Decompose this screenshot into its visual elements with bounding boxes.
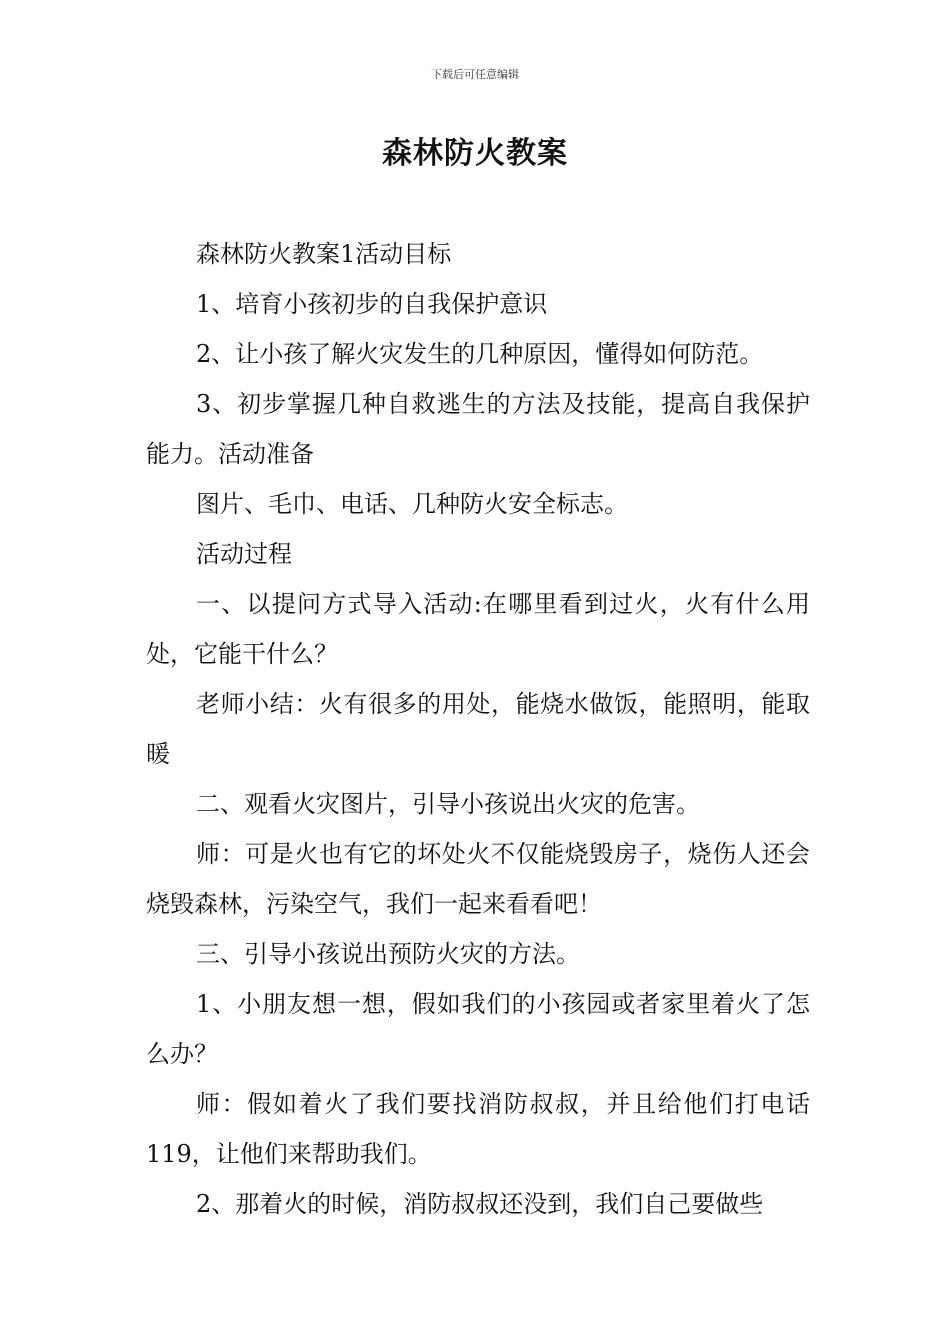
- paragraph: 1、培育小孩初步的自我保护意识: [196, 290, 548, 318]
- paragraph: 一、以提问方式导入活动:在哪里看到过火，火有什么用处，它能干什么？: [146, 590, 810, 668]
- paragraph: 三、引导小孩说出预防火灾的方法。: [196, 940, 580, 968]
- document-body: [146, 229, 810, 1229]
- paragraph: 1、小朋友想一想，假如我们的小孩园或者家里着火了怎么办？: [146, 990, 810, 1068]
- paragraph: 3、初步掌握几种自救逃生的方法及技能，提高自我保护能力。活动准备: [146, 390, 810, 468]
- paragraph: 森林防火教案1活动目标: [196, 240, 452, 268]
- paragraph: 2、那着火的时候，消防叔叔还没到，我们自己要做些: [196, 1190, 764, 1218]
- document-title: 森林防火教案: [382, 136, 568, 171]
- paragraph: 二、观看火灾图片，引导小孩说出火灾的危害。: [196, 790, 700, 818]
- paragraph: 师：假如着火了我们要找消防叔叔，并且给他们打电话119，让他们来帮助我们。: [146, 1090, 810, 1168]
- paragraph: 活动过程: [196, 540, 292, 568]
- paragraph: 图片、毛巾、电话、几种防火安全标志。: [196, 490, 628, 518]
- paragraph: 师：可是火也有它的坏处火不仅能烧毁房子，烧伤人还会烧毁森林，污染空气，我们一起来看看吧！: [146, 840, 810, 918]
- header-note: 下载后可任意编辑: [431, 68, 519, 81]
- paragraph: 2、让小孩了解火灾发生的几种原因，懂得如何防范。: [196, 340, 764, 368]
- paragraph: 老师小结：火有很多的用处，能烧水做饭，能照明，能取暖: [146, 690, 810, 768]
